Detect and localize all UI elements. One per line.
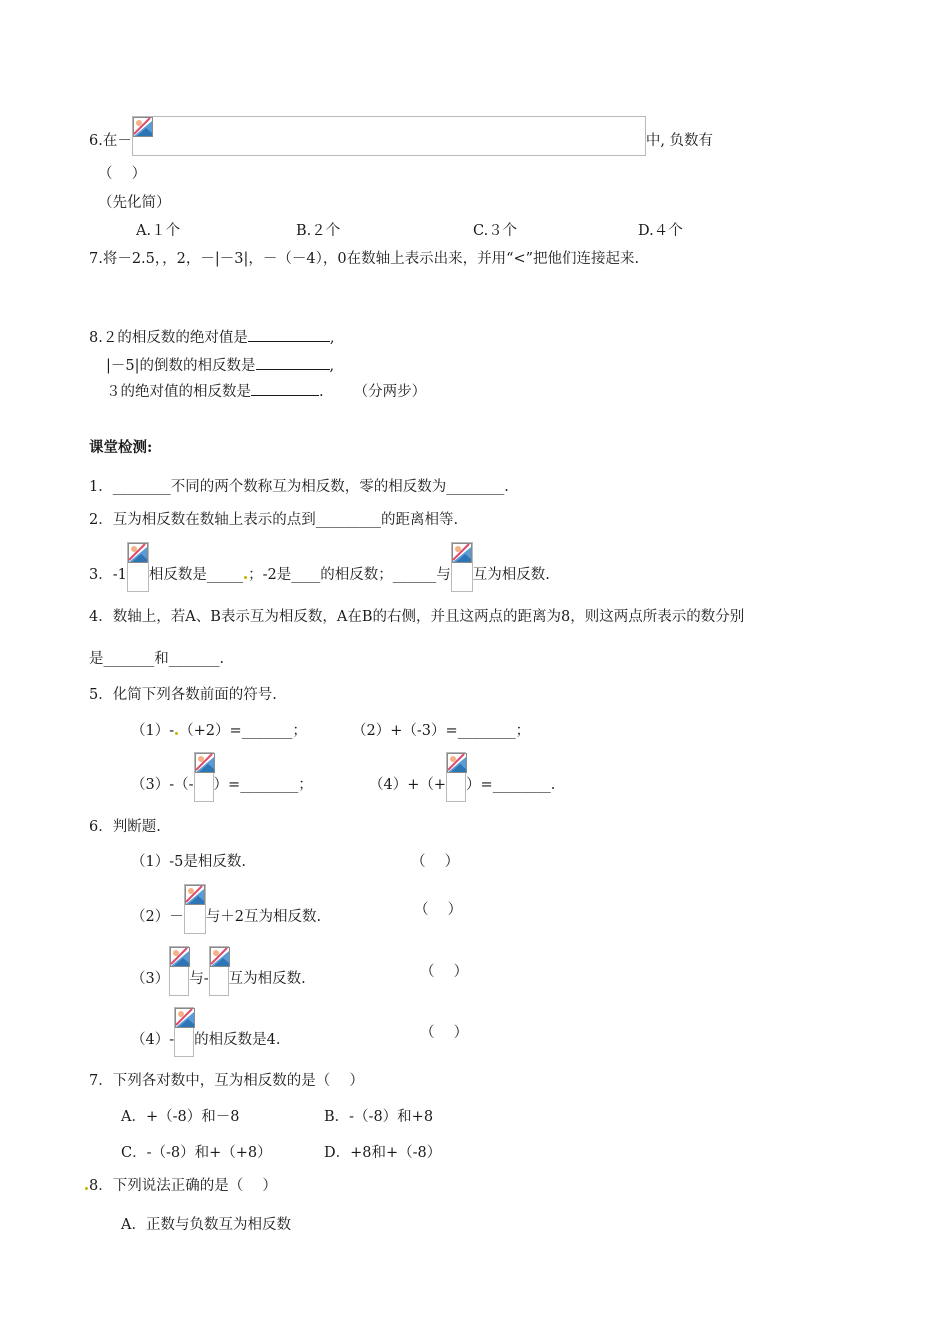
q8-comma-2: , xyxy=(329,358,335,374)
image-icon xyxy=(170,947,190,967)
c3-line xyxy=(89,558,550,592)
c4-text-b: 和 xyxy=(154,651,169,667)
answer-blank[interactable] xyxy=(248,327,330,342)
answer-blank[interactable]: _______ xyxy=(241,723,293,739)
answer-blank[interactable]: ______ xyxy=(392,567,437,583)
image-icon xyxy=(447,753,467,773)
c5-item-1 xyxy=(131,721,307,741)
dot-mark xyxy=(175,732,178,735)
q6-line xyxy=(89,126,713,156)
c5-item-2-c: ； xyxy=(515,723,531,739)
image-placeholder xyxy=(184,884,206,934)
c6-item-2 xyxy=(131,900,321,934)
c8-title: 8．下列说法正确的是（ ） xyxy=(89,1178,277,1194)
image-icon xyxy=(128,543,148,563)
answer-blank[interactable]: _______ xyxy=(168,651,220,667)
c6-item-3-b: 与- xyxy=(189,971,209,987)
image-placeholder xyxy=(194,752,214,802)
answer-blank[interactable] xyxy=(251,381,319,396)
q6-option-a: A.１个 xyxy=(136,223,181,239)
c3-text-e: 与 xyxy=(436,567,451,583)
answer-blank[interactable]: ________ xyxy=(112,479,171,495)
q6-text-b: 中, 负数有 xyxy=(645,133,714,149)
c5-item-3 xyxy=(131,768,313,802)
c2-text-a: 2．互为相反数在数轴上表示的点到 xyxy=(89,512,316,528)
c6-item-4-b: 的相反数是4. xyxy=(194,1032,281,1048)
c4-text-a: 是 xyxy=(89,651,104,667)
answer-blank[interactable]: _______ xyxy=(103,651,155,667)
image-placeholder xyxy=(446,752,466,802)
q8-period: . xyxy=(319,384,324,400)
q6-option-d: D.４个 xyxy=(638,223,683,239)
image-icon xyxy=(175,1008,195,1028)
c8-title-line xyxy=(89,1176,277,1196)
answer-blank[interactable]: ____ xyxy=(291,567,321,583)
c7-option-c: C．-（-8）和+（+8） xyxy=(121,1145,272,1161)
q6-option-c: C.３个 xyxy=(473,223,518,239)
c5-title: 5．化简下列各数前面的符号. xyxy=(89,687,277,703)
image-icon xyxy=(452,543,472,563)
answer-blank[interactable]: _________ xyxy=(315,512,381,528)
q8-hint: （分两步） xyxy=(353,384,427,400)
c4-period: . xyxy=(219,651,225,667)
c7-option-b: B．-（-8）和+8 xyxy=(324,1109,434,1125)
image-icon xyxy=(195,753,215,773)
c5-item-3-c: ； xyxy=(298,777,313,793)
dot-mark xyxy=(244,576,247,579)
c5-item-1-b: （+2）= xyxy=(179,723,242,739)
image-placeholder xyxy=(174,1007,194,1057)
q8-line-1 xyxy=(89,327,334,348)
c3-text-a: 3．-1 xyxy=(89,567,127,583)
c6-answer-4[interactable]: （ ） xyxy=(420,1025,469,1041)
c5-item-4 xyxy=(369,768,555,802)
q8-text-2: |－5|的倒数的相反数是 xyxy=(106,358,256,374)
answer-blank[interactable]: ________ xyxy=(457,723,516,739)
c7-title: 7．下列各对数中，互为相反数的是（ ） xyxy=(89,1073,364,1089)
c8-option-a: A．正数与负数互为相反数 xyxy=(121,1217,291,1233)
c3-text-d: 的相反数； xyxy=(320,567,393,583)
c5-item-3-a: （3）-（- xyxy=(131,777,194,793)
image-icon xyxy=(185,885,205,905)
q8-text-3: ３的绝对值的相反数是 xyxy=(106,384,251,400)
c7-option-d: D．+8和+（-8） xyxy=(324,1145,442,1161)
image-icon xyxy=(133,117,153,137)
q6-hint: （先化简） xyxy=(98,195,171,211)
q8-line-3 xyxy=(106,381,426,402)
image-placeholder xyxy=(451,542,473,592)
c6-item-3-a: （3） xyxy=(131,971,170,987)
q6-text-a: 6.在－ xyxy=(89,133,132,149)
c1-text: 不同的两个数称互为相反数，零的相反数为 xyxy=(170,479,447,495)
c3-text-f: 互为相反数. xyxy=(472,567,550,583)
c7-option-a: A．+（-8）和－8 xyxy=(121,1109,240,1125)
answer-blank[interactable]: ________ xyxy=(240,777,299,793)
answer-blank[interactable]: _____ xyxy=(206,567,244,583)
c6-item-2-a: （2）－ xyxy=(131,909,184,925)
c4-line-2 xyxy=(89,649,224,669)
q8-text-1: 8.２的相反数的绝对值是 xyxy=(89,330,248,346)
q7-text: 7.将－2.5，，2，－|－3|，－（－4），0在数轴上表示出来，并用“<”把他们连接起来. xyxy=(89,251,640,267)
c5-item-4-a: （4）+（+ xyxy=(369,777,447,793)
q8-comma-1: , xyxy=(329,330,335,346)
image-placeholder xyxy=(127,542,149,592)
q6-option-b: B.２个 xyxy=(296,223,341,239)
c1-period: . xyxy=(504,479,509,495)
c5-item-3-b: ）= xyxy=(213,777,241,793)
c6-item-1: （1）-5是相反数. xyxy=(131,854,246,870)
c2-text-b: 的距离相等. xyxy=(380,512,459,528)
c6-answer-3[interactable]: （ ） xyxy=(420,964,469,980)
image-placeholder xyxy=(209,946,229,996)
answer-blank[interactable]: ________ xyxy=(446,479,505,495)
c6-item-2-b: 与＋2互为相反数. xyxy=(205,909,322,925)
image-icon xyxy=(210,947,230,967)
c5-item-1-a: （1）- xyxy=(131,723,175,739)
q8-line-2 xyxy=(106,355,334,376)
c5-item-4-b: ）= xyxy=(466,777,493,793)
c2-line xyxy=(89,510,458,530)
c1-number: 1． xyxy=(89,479,113,495)
answer-blank[interactable] xyxy=(256,355,330,370)
c4-text: 4．数轴上，若A、B表示互为相反数，A在B的右侧，并且这两点的距离为8，则这两点所表示的数分别 xyxy=(89,609,745,625)
c6-answer-1[interactable]: （ ） xyxy=(411,854,460,870)
section-title: 课堂检测: xyxy=(89,439,153,456)
c5-item-1-c: ； xyxy=(292,723,307,739)
c5-item-2 xyxy=(352,721,530,741)
c1-line xyxy=(89,477,509,497)
c6-item-4-a: （4）- xyxy=(131,1032,175,1048)
c6-item-3 xyxy=(131,962,306,996)
image-placeholder xyxy=(169,946,189,996)
answer-blank[interactable]: ________ xyxy=(492,777,551,793)
image-placeholder xyxy=(132,116,646,156)
c6-item-3-c: 互为相反数. xyxy=(228,971,306,987)
c6-title: 6．判断题. xyxy=(89,819,161,835)
c6-answer-2[interactable]: （ ） xyxy=(414,902,463,918)
c3-text-b: 相反数是 xyxy=(148,567,207,583)
c5-item-4-c: . xyxy=(550,777,556,793)
c3-text-c: ；-2是 xyxy=(248,567,292,583)
c5-item-2-a: （2）+（-3）= xyxy=(352,723,458,739)
c6-item-4 xyxy=(131,1023,280,1057)
dot-mark xyxy=(85,1187,88,1190)
q6-answer-paren: （ ） xyxy=(98,166,147,182)
